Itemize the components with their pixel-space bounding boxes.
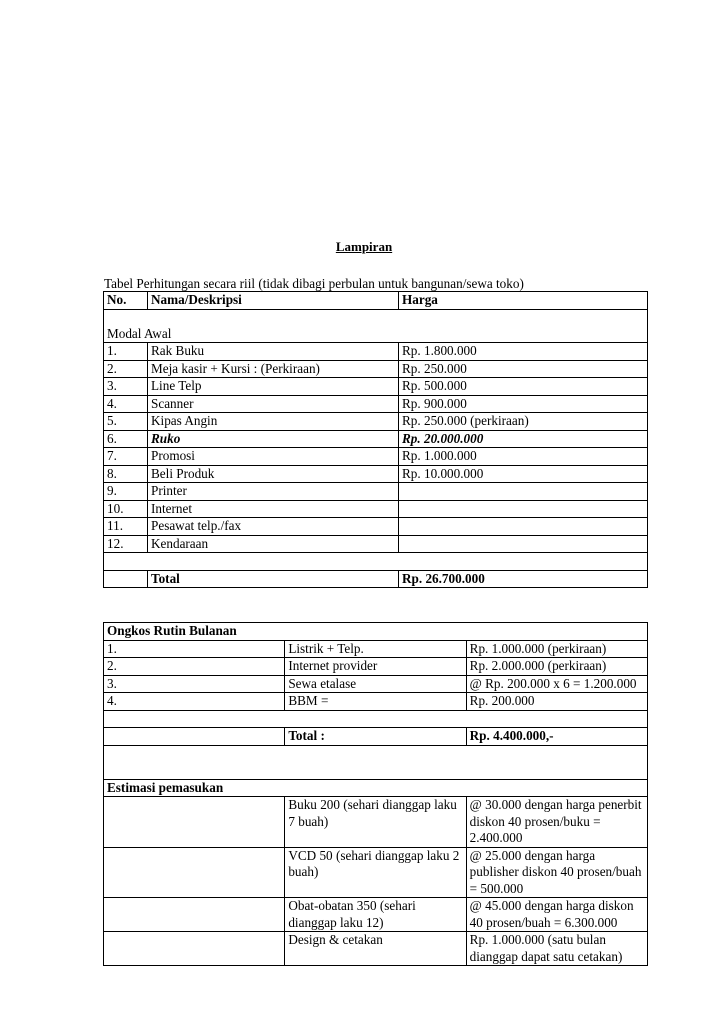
spacer-row [104, 553, 648, 571]
row-name: Rak Buku [148, 343, 399, 361]
header-name: Nama/Deskripsi [148, 292, 399, 310]
spacer-row [104, 745, 648, 779]
row-name: VCD 50 (sehari dianggap laku 2 buah) [285, 847, 466, 898]
estimasi-row [104, 847, 648, 898]
row-price: @ Rp. 200.000 x 6 = 1.200.000 [466, 675, 647, 693]
header-price: Harga [399, 292, 648, 310]
table-row [104, 395, 648, 413]
table-row [104, 535, 648, 553]
row-empty-cell [104, 847, 285, 898]
row-number: 8. [104, 465, 148, 483]
row-price [399, 500, 648, 518]
table-row [104, 675, 648, 693]
total-empty-cell [104, 728, 285, 746]
row-price [399, 483, 648, 501]
table-row [104, 378, 648, 396]
total-value: Rp. 4.400.000,- [466, 728, 647, 746]
spacer-cell [104, 553, 648, 571]
row-price: @ 25.000 dengan harga publisher diskon 40 prosen/buah = 500.000 [466, 847, 647, 898]
table-row [104, 518, 648, 536]
table-row [104, 448, 648, 466]
row-price [399, 535, 648, 553]
row-number: 7. [104, 448, 148, 466]
row-price: Rp. 1.000.000 (perkiraan) [466, 640, 647, 658]
table-row [104, 500, 648, 518]
row-price: Rp. 900.000 [399, 395, 648, 413]
row-number: 4. [104, 395, 148, 413]
row-price: Rp. 1.800.000 [399, 343, 648, 361]
table-row [104, 430, 648, 448]
modal-awal-table [103, 291, 648, 588]
row-number: 3. [104, 378, 148, 396]
table-row [104, 483, 648, 501]
row-name: Listrik + Telp. [285, 640, 466, 658]
row-price: Rp. 500.000 [399, 378, 648, 396]
row-number: 2. [104, 360, 148, 378]
row-price: Rp. 250.000 [399, 360, 648, 378]
row-price [399, 518, 648, 536]
row-name: Pesawat telp./fax [148, 518, 399, 536]
row-name: Meja kasir + Kursi : (Perkiraan) [148, 360, 399, 378]
estimasi-row [104, 797, 648, 848]
row-price: Rp. 200.000 [466, 693, 647, 711]
row-name: Scanner [148, 395, 399, 413]
row-number: 2. [104, 658, 285, 676]
row-number: 10. [104, 500, 148, 518]
estimasi-row [104, 898, 648, 932]
total-label: Total [148, 570, 399, 588]
row-empty-cell [104, 932, 285, 966]
spacer-cell [104, 710, 648, 728]
row-number: 3. [104, 675, 285, 693]
table-row [104, 360, 648, 378]
section-row [104, 309, 648, 343]
row-empty-cell [104, 898, 285, 932]
row-number: 9. [104, 483, 148, 501]
total-row [104, 570, 648, 588]
row-price: Rp. 2.000.000 (perkiraan) [466, 658, 647, 676]
row-number: 1. [104, 640, 285, 658]
row-price: Rp. 10.000.000 [399, 465, 648, 483]
ongkos-table [103, 622, 648, 966]
row-name: Line Telp [148, 378, 399, 396]
row-price: Rp. 20.000.000 [399, 430, 648, 448]
row-name: Beli Produk [148, 465, 399, 483]
section-row [104, 623, 648, 641]
row-name: Kipas Angin [148, 413, 399, 431]
row-number: 5. [104, 413, 148, 431]
section-label: Modal Awal [104, 309, 648, 343]
table-row [104, 413, 648, 431]
row-price: Rp. 1.000.000 (satu bulan dianggap dapat satu cetakan) [466, 932, 647, 966]
section-label: Ongkos Rutin Bulanan [104, 623, 648, 641]
estimasi-label: Estimasi pemasukan [104, 779, 648, 797]
row-name: Promosi [148, 448, 399, 466]
row-name: Printer [148, 483, 399, 501]
row-name: Kendaraan [148, 535, 399, 553]
row-name: Obat-obatan 350 (sehari dianggap laku 12) [285, 898, 466, 932]
row-name: Internet provider [285, 658, 466, 676]
document-title: Lampiran [335, 239, 393, 254]
table-caption: Tabel Perhitungan secara riil (tidak dibagi perbulan untuk bangunan/sewa toko) [104, 276, 524, 291]
row-empty-cell [104, 797, 285, 848]
row-name: Sewa etalase [285, 675, 466, 693]
row-price: Rp. 250.000 (perkiraan) [399, 413, 648, 431]
estimasi-row [104, 932, 648, 966]
row-name: Internet [148, 500, 399, 518]
row-number: 11. [104, 518, 148, 536]
spacer-row [104, 710, 648, 728]
total-value: Rp. 26.700.000 [399, 570, 648, 588]
total-row [104, 728, 648, 746]
header-no: No. [104, 292, 148, 310]
row-number: 6. [104, 430, 148, 448]
row-price: Rp. 1.000.000 [399, 448, 648, 466]
spacer-cell [104, 745, 648, 779]
row-number: 12. [104, 535, 148, 553]
table-row [104, 640, 648, 658]
table-header-row [104, 292, 648, 310]
row-number: 4. [104, 693, 285, 711]
section-row [104, 779, 648, 797]
table-row [104, 465, 648, 483]
row-name: BBM = [285, 693, 466, 711]
table-row [104, 343, 648, 361]
row-name: Ruko [148, 430, 399, 448]
row-name: Buku 200 (sehari dianggap laku 7 buah) [285, 797, 466, 848]
row-price: @ 45.000 dengan harga diskon 40 prosen/buah = 6.300.000 [466, 898, 647, 932]
row-number: 1. [104, 343, 148, 361]
table-row [104, 658, 648, 676]
row-price: @ 30.000 dengan harga penerbit diskon 40 prosen/buku = 2.400.000 [466, 797, 647, 848]
row-name: Design & cetakan [285, 932, 466, 966]
table-row [104, 693, 648, 711]
total-label: Total : [285, 728, 466, 746]
total-empty-cell [104, 570, 148, 588]
